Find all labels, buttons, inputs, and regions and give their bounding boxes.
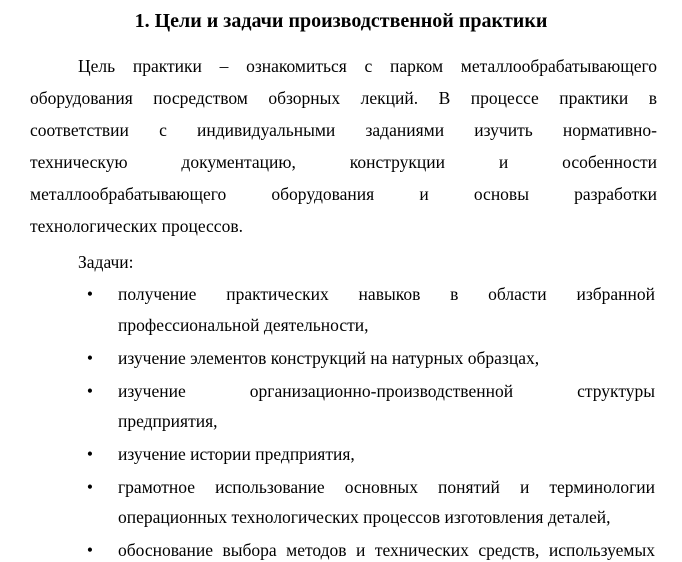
bullet-icon: •	[86, 381, 94, 401]
list-item-line: предприятия,	[118, 411, 218, 431]
list-item-line: получение практических навыков в области избранной	[118, 284, 655, 304]
bullet-icon: •	[86, 284, 94, 304]
list-item-line: изучение истории предприятия,	[118, 444, 355, 464]
bullet-icon: •	[86, 444, 94, 464]
list-item-line: профессиональной деятельности,	[118, 315, 369, 335]
list-item-line: операционных технологических процессов изготовления деталей,	[118, 507, 611, 527]
goal-line: технологических процессов.	[30, 216, 243, 236]
goal-line: оборудования посредством обзорных лекций. В процессе практики в	[30, 88, 657, 108]
goal-line: соответствии с индивидуальными заданиями изучить нормативно-	[30, 120, 657, 140]
list-item-line: изучение организационно-производственной структуры	[118, 381, 655, 401]
section-heading: 1. Цели и задачи производственной практики	[134, 10, 548, 32]
bullet-icon: •	[86, 540, 94, 560]
goal-line: Цель практики – ознакомиться с парком металлообрабатывающего	[78, 56, 657, 76]
list-item-line: грамотное использование основных понятий и терминологии	[118, 477, 655, 497]
bullet-icon: •	[86, 477, 94, 497]
list-item-line: изучение элементов конструкций на натурных образцах,	[118, 348, 540, 368]
tasks-label: Задачи:	[78, 252, 134, 272]
goal-line: техническую документацию, конструкции и особенности	[30, 152, 657, 172]
goal-line: металлообрабатывающего оборудования и основы разработки	[30, 184, 657, 204]
list-item-line: обоснование выбора методов и технических средств, используемых	[118, 540, 655, 560]
bullet-icon: •	[86, 348, 94, 368]
